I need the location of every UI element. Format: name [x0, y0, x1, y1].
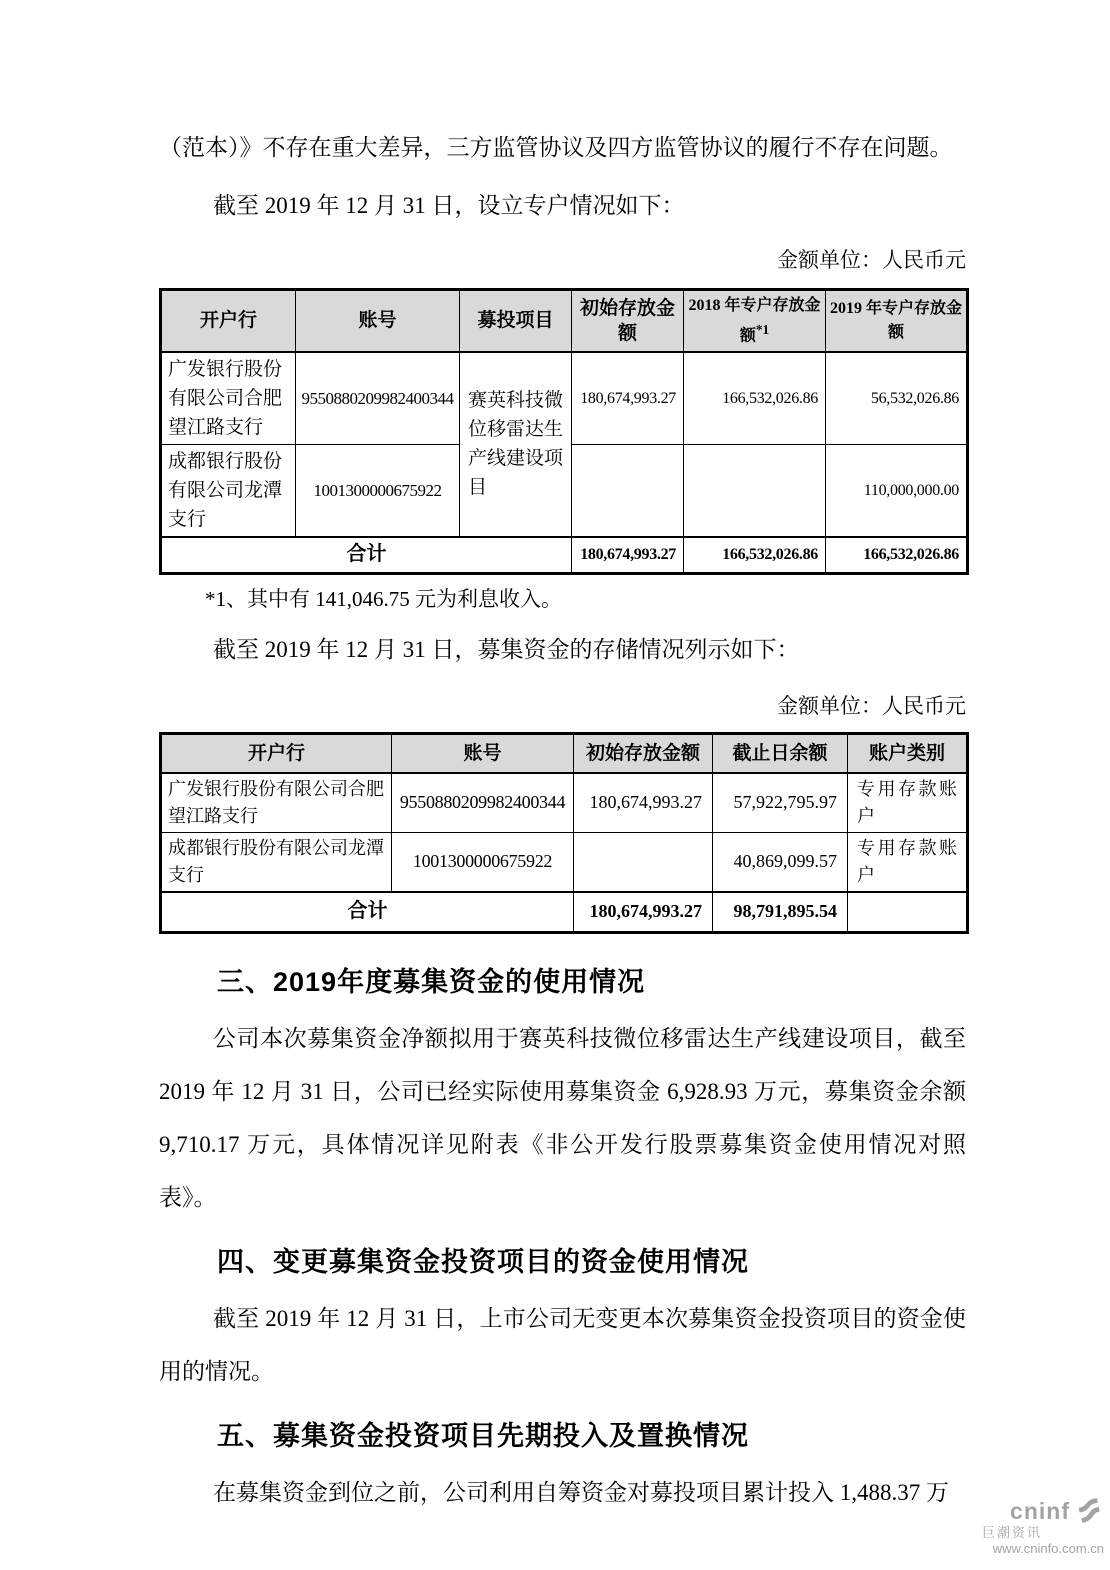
table-total-row	[161, 537, 968, 574]
table-header-row	[161, 734, 968, 773]
cell-initial-cd	[572, 444, 684, 537]
cell-account-gf: 9550880209982400344	[296, 352, 460, 445]
cell-closing-gf: 57,922,795.97	[713, 773, 848, 833]
header-initial-amount: 初始存放金额	[572, 290, 684, 352]
cell-account-cd: 1001300000675922	[296, 444, 460, 537]
cell-initial-cd	[574, 832, 713, 892]
cell-total-initial: 180,674,993.27	[572, 537, 684, 574]
cninfo-swirl-icon	[1072, 1498, 1102, 1524]
table-row	[161, 773, 968, 833]
cninfo-brand-row	[954, 1498, 1104, 1524]
table-total-row	[161, 892, 968, 933]
cninfo-watermark	[954, 1498, 1104, 1555]
section-5-heading: 五、募集资金投资项目先期投入及置换情况	[217, 1421, 749, 1451]
header-2019-balance: 2019 年专户存放金额	[826, 290, 968, 352]
cell-total-closing: 98,791,895.54	[713, 892, 848, 933]
section-3-paragraph: 公司本次募集资金净额拟用于赛英科技微位移雷达生产线建设项目，截至 2019 年 12 月 31 日，公司已经实际使用募集资金 6,928.93 万元，募集资金余额 9,710.17 万元，具体情况详见附表《非公开发行股票募集资金使用情况对照表》。	[159, 1026, 966, 1210]
cell-total-2019: 166,532,026.86	[826, 537, 968, 574]
footnote-marker: *1	[755, 321, 770, 337]
fund-storage-table	[159, 732, 969, 934]
unit-note-1: 金额单位：人民币元	[777, 248, 966, 272]
interest-footnote: *1、其中有 141,046.75 元为利息收入。	[205, 587, 562, 611]
header-account: 账号	[392, 734, 574, 773]
cell-2019-cd: 110,000,000.00	[826, 444, 968, 537]
cell-type-gf: 专用存款账户	[848, 773, 968, 833]
header-2018-balance: 2018 年专户存放金额$^{*1}$	[684, 290, 826, 352]
section-3-heading: 三、2019年度募集资金的使用情况	[217, 967, 646, 997]
header-bank: 开户行	[161, 734, 392, 773]
account-setup-line: 截至 2019 年 12 月 31 日，设立专户情况如下：	[213, 193, 685, 218]
section-4-paragraph: 截至 2019 年 12 月 31 日，上市公司无变更本次募集资金投资项目的资金使用的情况。	[159, 1306, 966, 1384]
header-bank: 开户行	[161, 290, 296, 352]
cninfo-chinese-name: 巨潮资讯	[982, 1525, 1043, 1540]
header-closing-balance: 截止日余额	[713, 734, 848, 773]
cell-bank-gf: 广发银行股份有限公司合肥望江路支行	[161, 773, 392, 833]
storage-line: 截至 2019 年 12 月 31 日，募集资金的存储情况列示如下：	[213, 637, 800, 662]
cell-bank-gf: 广发银行股份有限公司合肥望江路支行	[161, 352, 296, 445]
cell-project: 赛英科技微位移雷达生产线建设项目	[460, 352, 572, 537]
cell-total-2018: 166,532,026.86	[684, 537, 826, 574]
cell-bank-cd: 成都银行股份有限公司龙潭支行	[161, 444, 296, 537]
special-account-table	[159, 288, 969, 575]
cell-total-initial: 180,674,993.27	[574, 892, 713, 933]
header-initial-amount: 初始存放金额	[574, 734, 713, 773]
cell-type-cd: 专用存款账户	[848, 832, 968, 892]
cell-initial-gf: 180,674,993.27	[572, 352, 684, 445]
section-5-paragraph: 在募集资金到位之前，公司利用自筹资金对募投项目累计投入 1,488.37 万	[213, 1480, 949, 1505]
cell-bank-cd: 成都银行股份有限公司龙潭支行	[161, 832, 392, 892]
unit-note-2: 金额单位：人民币元	[777, 694, 966, 718]
intro-continuation-paragraph: （范本）》不存在重大差异，三方监管协议及四方监管协议的履行不存在问题。	[159, 135, 953, 160]
table-header-row	[161, 290, 968, 352]
table-row	[161, 832, 968, 892]
cell-2018-gf: 166,532,026.86	[684, 352, 826, 445]
cell-2018-cd	[684, 444, 826, 537]
header-project: 募投项目	[460, 290, 572, 352]
section-4-heading: 四、变更募集资金投资项目的资金使用情况	[217, 1247, 749, 1277]
cell-2019-gf: 56,532,026.86	[826, 352, 968, 445]
cell-total-type	[848, 892, 968, 933]
header-account-type: 账户类别	[848, 734, 968, 773]
cell-total-label: 合计	[161, 537, 572, 574]
cell-closing-cd: 40,869,099.57	[713, 832, 848, 892]
cninfo-brand-text: cninf	[1010, 1497, 1070, 1524]
table-row	[161, 352, 968, 445]
header-account: 账号	[296, 290, 460, 352]
cell-account-gf: 9550880209982400344	[392, 773, 574, 833]
cell-total-label: 合计	[161, 892, 574, 933]
cninfo-url: www.cninfo.com.cn	[992, 1541, 1104, 1556]
cell-account-cd: 1001300000675922	[392, 832, 574, 892]
cell-initial-gf: 180,674,993.27	[574, 773, 713, 833]
